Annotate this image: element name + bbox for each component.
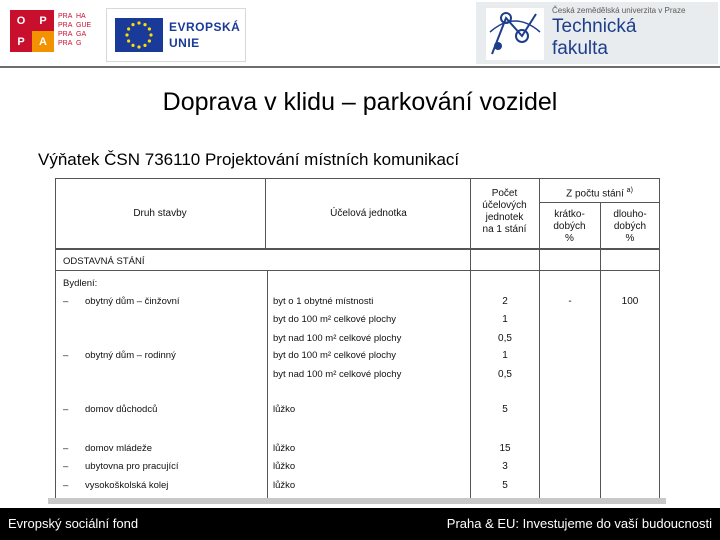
praha-text: PRA bbox=[58, 22, 73, 29]
row-pocet: 1 bbox=[502, 314, 508, 325]
row-ucelova-jednotka: lůžko bbox=[273, 404, 296, 415]
table-header-divider bbox=[55, 248, 660, 250]
praha-text: GUE bbox=[76, 22, 92, 29]
header-kratko-line: % bbox=[565, 233, 574, 244]
header-pocet bbox=[470, 188, 539, 236]
group-bydleni: Bydlení: bbox=[63, 278, 98, 289]
header-kratko-line: krátko- bbox=[554, 209, 585, 220]
row-ucelova-jednotka: byt nad 100 m² celkové plochy bbox=[273, 333, 402, 344]
header-druh-stavby: Druh stavby bbox=[133, 208, 187, 219]
tf-name-line2: fakulta bbox=[552, 38, 608, 59]
opp-letter: P bbox=[32, 10, 54, 31]
row-pocet: 2 bbox=[502, 296, 508, 307]
praha-text: GA bbox=[76, 31, 87, 38]
opp-letter: P bbox=[10, 31, 32, 52]
row-pocet: 0,5 bbox=[498, 369, 512, 380]
table-column-divider bbox=[600, 202, 601, 498]
slide-title: Doprava v klidu – parkování vozidel bbox=[162, 88, 558, 116]
header-pocet-line: Počet bbox=[491, 188, 518, 199]
section-odstavna-stani: ODSTAVNÁ STÁNÍ bbox=[63, 256, 145, 267]
row-druh-stavby: ubytovna pro pracující bbox=[85, 461, 179, 472]
header-z-poctu-note: a) bbox=[626, 187, 633, 194]
table-shadow bbox=[48, 498, 666, 504]
row-druh-stavby: obytný dům – rodinný bbox=[85, 350, 176, 361]
row-ucelova-jednotka: byt nad 100 m² celkové plochy bbox=[273, 369, 402, 380]
eu-stars-icon bbox=[115, 18, 163, 52]
tf-logo bbox=[476, 2, 718, 64]
opp-logo bbox=[10, 10, 56, 54]
tf-name bbox=[552, 16, 637, 60]
tf-emblem-icon bbox=[486, 8, 544, 60]
header-z-poctu-stani bbox=[539, 185, 660, 200]
row-ucelova-jednotka: lůžko bbox=[273, 443, 296, 454]
table-section-divider bbox=[55, 270, 660, 271]
row-ucelova-jednotka: byt do 100 m² celkové plochy bbox=[273, 350, 397, 361]
eu-logo-line1: EVROPSKÁ bbox=[169, 20, 241, 34]
row-dash: – bbox=[63, 480, 69, 491]
row-dlouhodobych: 100 bbox=[621, 296, 639, 307]
row-dash: – bbox=[63, 443, 69, 454]
header-dlouho-line: dobých bbox=[613, 221, 647, 232]
praha-text: HA bbox=[76, 13, 86, 20]
header-pocet-line: účelových bbox=[482, 200, 527, 211]
header-dlouho-line: % bbox=[625, 233, 635, 244]
slide-subtitle: Výňatek ČSN 736110 Projektování místních komunikací bbox=[38, 150, 460, 169]
row-pocet: 5 bbox=[502, 404, 508, 415]
header-kratko-line: dobých bbox=[553, 221, 586, 232]
tf-name-line1: Technická bbox=[552, 16, 637, 37]
footer-bar bbox=[0, 508, 720, 540]
table-column-divider bbox=[265, 178, 266, 248]
footer-esf: Evropský sociální fond bbox=[8, 516, 139, 531]
eu-flag-icon bbox=[115, 18, 163, 52]
row-kratkodobych: - bbox=[568, 296, 572, 307]
table-border bbox=[55, 178, 56, 498]
row-dash: – bbox=[63, 350, 69, 361]
row-pocet: 15 bbox=[499, 443, 511, 454]
row-druh-stavby: domov mládeže bbox=[85, 443, 153, 454]
header-ucelova-jednotka: Účelová jednotka bbox=[330, 208, 407, 219]
header-divider bbox=[0, 66, 720, 68]
table-column-divider bbox=[267, 270, 268, 498]
footer-slogan: Praha & EU: Investujeme do vaší budoucnosti bbox=[446, 516, 712, 531]
header-pocet-line: na 1 stání bbox=[482, 224, 527, 235]
praha-text: PRA bbox=[58, 40, 73, 47]
row-druh-stavby: vysokoškolská kolej bbox=[85, 480, 169, 491]
row-ucelova-jednotka: lůžko bbox=[273, 480, 296, 491]
row-pocet: 5 bbox=[502, 480, 508, 491]
eu-logo bbox=[106, 8, 246, 62]
tf-university-name: Česká zemědělská univerzita v Praze bbox=[552, 6, 686, 15]
praha-text: PRA bbox=[58, 31, 73, 38]
opp-letter: A bbox=[32, 31, 54, 52]
row-ucelova-jednotka: lůžko bbox=[273, 461, 296, 472]
table-border bbox=[55, 178, 660, 179]
header-bar bbox=[0, 0, 720, 68]
row-pocet: 3 bbox=[502, 461, 508, 472]
row-pocet: 0,5 bbox=[498, 333, 512, 344]
row-dash: – bbox=[63, 296, 69, 307]
row-druh-stavby: obytný dům – činžovní bbox=[85, 296, 180, 307]
parking-table bbox=[55, 178, 660, 498]
eu-logo-line2: UNIE bbox=[169, 36, 200, 50]
praha-text: G bbox=[76, 40, 82, 47]
header-dlouhodobych bbox=[600, 209, 660, 245]
row-ucelova-jednotka: byt do 100 m² celkové plochy bbox=[273, 314, 397, 325]
row-ucelova-jednotka: byt o 1 obytné místnosti bbox=[273, 296, 374, 307]
header-dlouho-line: dlouho- bbox=[613, 209, 647, 220]
row-dash: – bbox=[63, 404, 69, 415]
row-druh-stavby: domov důchodců bbox=[85, 404, 158, 415]
praha-wordmark bbox=[58, 12, 98, 52]
header-z-poctu-text: Z počtu stání bbox=[566, 188, 624, 200]
praha-text: PRA bbox=[58, 13, 73, 20]
opp-letter: O bbox=[10, 10, 32, 31]
eu-logo-text bbox=[169, 19, 240, 51]
header-pocet-line: jednotek bbox=[485, 212, 524, 223]
header-kratkodobych bbox=[539, 209, 600, 245]
row-dash: – bbox=[63, 461, 69, 472]
row-pocet: 1 bbox=[502, 350, 508, 361]
